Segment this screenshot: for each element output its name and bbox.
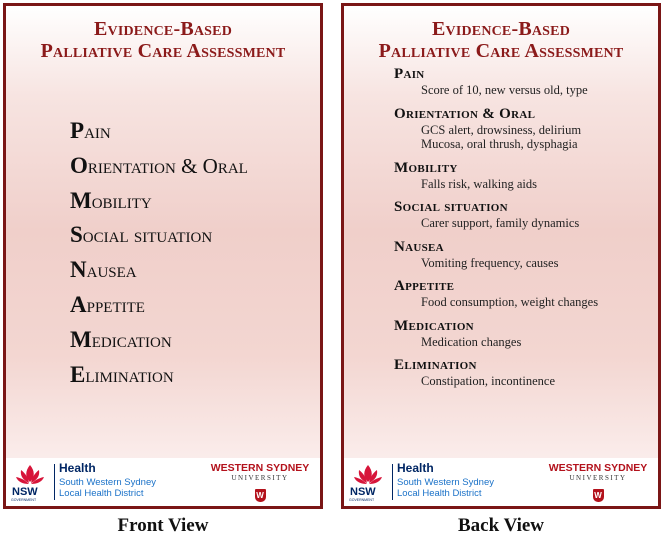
front-item xyxy=(70,184,248,219)
item-heading xyxy=(394,106,598,123)
item-initial: P xyxy=(394,66,404,82)
item-rest: ain xyxy=(403,66,425,82)
item-heading xyxy=(394,318,598,335)
item-heading xyxy=(394,239,598,256)
item-rest: ausea xyxy=(405,238,444,255)
logo-divider xyxy=(392,464,393,500)
item-initial: N xyxy=(70,257,87,283)
front-item xyxy=(70,323,248,358)
item-initial: M xyxy=(70,187,92,213)
item-rest: limination xyxy=(85,362,174,387)
title-line-2: Palliative Care Assessment xyxy=(378,40,624,62)
health-label: Health xyxy=(59,461,96,475)
front-item xyxy=(70,218,248,253)
item-description: Medication changes xyxy=(421,334,522,349)
nsw-logo-text: NSW xyxy=(12,486,38,498)
front-view-caption: Front View xyxy=(117,515,209,536)
item-rest: rientation & Oral xyxy=(87,153,248,178)
wsu-university: UNIVERSITY xyxy=(231,474,289,482)
item-description: Carer support, family dynamics xyxy=(421,216,580,230)
back-item xyxy=(394,106,598,152)
item-rest: rientation & Oral xyxy=(405,105,536,122)
item-initial: O xyxy=(70,152,88,178)
card-footer xyxy=(6,458,320,506)
back-item xyxy=(394,66,598,98)
item-heading xyxy=(394,357,598,374)
health-label: Health xyxy=(397,461,434,475)
card-title xyxy=(6,18,320,62)
back-item xyxy=(394,239,598,271)
wsu-shield-icon: W xyxy=(256,491,264,500)
item-rest: ain xyxy=(84,119,111,143)
district-line-2: Local Health District xyxy=(59,488,144,499)
wsu-name: WESTERN SYDNEY xyxy=(548,462,648,474)
item-initial: M xyxy=(394,159,409,176)
district-line-1: South Western Sydney xyxy=(59,477,156,488)
item-description: Score of 10, new versus old, type xyxy=(421,83,588,97)
card-footer xyxy=(344,458,658,506)
wsu-name: WESTERN SYDNEY xyxy=(210,462,310,474)
item-description: Food consumption, weight changes xyxy=(421,295,599,309)
item-initial: E xyxy=(394,357,405,373)
district-line-2: Local Health District xyxy=(397,488,482,499)
item-description: Mucosa, oral thrush, dysphagia xyxy=(421,137,578,151)
item-rest: edication xyxy=(91,327,172,352)
item-rest: obility xyxy=(91,188,152,213)
item-rest: ausea xyxy=(86,258,137,283)
item-heading xyxy=(394,278,598,295)
item-rest: ocial situation xyxy=(402,199,508,215)
back-view-caption: Back View xyxy=(457,515,545,536)
item-description: Constipation, incontinence xyxy=(421,374,556,388)
title-line-2: Palliative Care Assessment xyxy=(40,40,286,62)
back-item-list xyxy=(394,66,598,397)
front-item xyxy=(70,288,248,323)
item-initial: A xyxy=(394,278,406,294)
item-rest: limination xyxy=(404,357,477,373)
item-rest: ppetite xyxy=(86,292,145,317)
item-initial: A xyxy=(70,291,87,317)
logo-divider xyxy=(54,464,55,500)
district-line-1: South Western Sydney xyxy=(397,477,494,488)
item-initial: S xyxy=(394,199,403,215)
item-description: Falls risk, walking aids xyxy=(421,176,537,191)
front-item xyxy=(70,114,248,149)
item-initial: N xyxy=(394,238,406,255)
item-description: Vomiting frequency, causes xyxy=(421,255,559,270)
item-initial: M xyxy=(394,317,409,334)
back-item xyxy=(394,357,598,389)
district-name xyxy=(397,477,494,499)
front-item xyxy=(70,253,248,288)
card-title xyxy=(344,18,658,62)
item-initial: O xyxy=(394,105,406,122)
item-rest: ppetite xyxy=(405,278,455,294)
front-item-list xyxy=(70,114,248,392)
wsu-logo xyxy=(544,462,652,502)
back-item xyxy=(394,160,598,192)
item-heading xyxy=(394,66,598,83)
title-line-1: Evidence-Based xyxy=(93,18,233,40)
front-item xyxy=(70,358,248,393)
item-heading xyxy=(394,199,598,216)
wsu-shield-icon: W xyxy=(594,491,602,500)
nsw-government-text: GOVERNMENT xyxy=(11,498,37,502)
back-item xyxy=(394,199,598,231)
item-rest: obility xyxy=(408,159,458,176)
nsw-government-text: GOVERNMENT xyxy=(349,498,375,502)
item-initial: M xyxy=(70,326,92,352)
back-item xyxy=(394,318,598,350)
front-item xyxy=(70,149,248,184)
item-initial: S xyxy=(70,222,83,248)
front-card xyxy=(3,3,323,509)
nsw-logo-text: NSW xyxy=(350,486,376,498)
item-description: GCS alert, drowsiness, delirium xyxy=(421,122,582,137)
wsu-university: UNIVERSITY xyxy=(569,474,627,482)
item-initial: E xyxy=(70,361,86,387)
district-name xyxy=(59,477,156,499)
item-initial: P xyxy=(70,118,85,143)
back-item xyxy=(394,278,598,310)
item-heading xyxy=(394,160,598,177)
item-rest: ocial situation xyxy=(82,223,213,248)
title-line-1: Evidence-Based xyxy=(431,18,571,40)
wsu-logo xyxy=(206,462,314,502)
back-card xyxy=(341,3,661,509)
item-rest: edication xyxy=(408,317,474,334)
